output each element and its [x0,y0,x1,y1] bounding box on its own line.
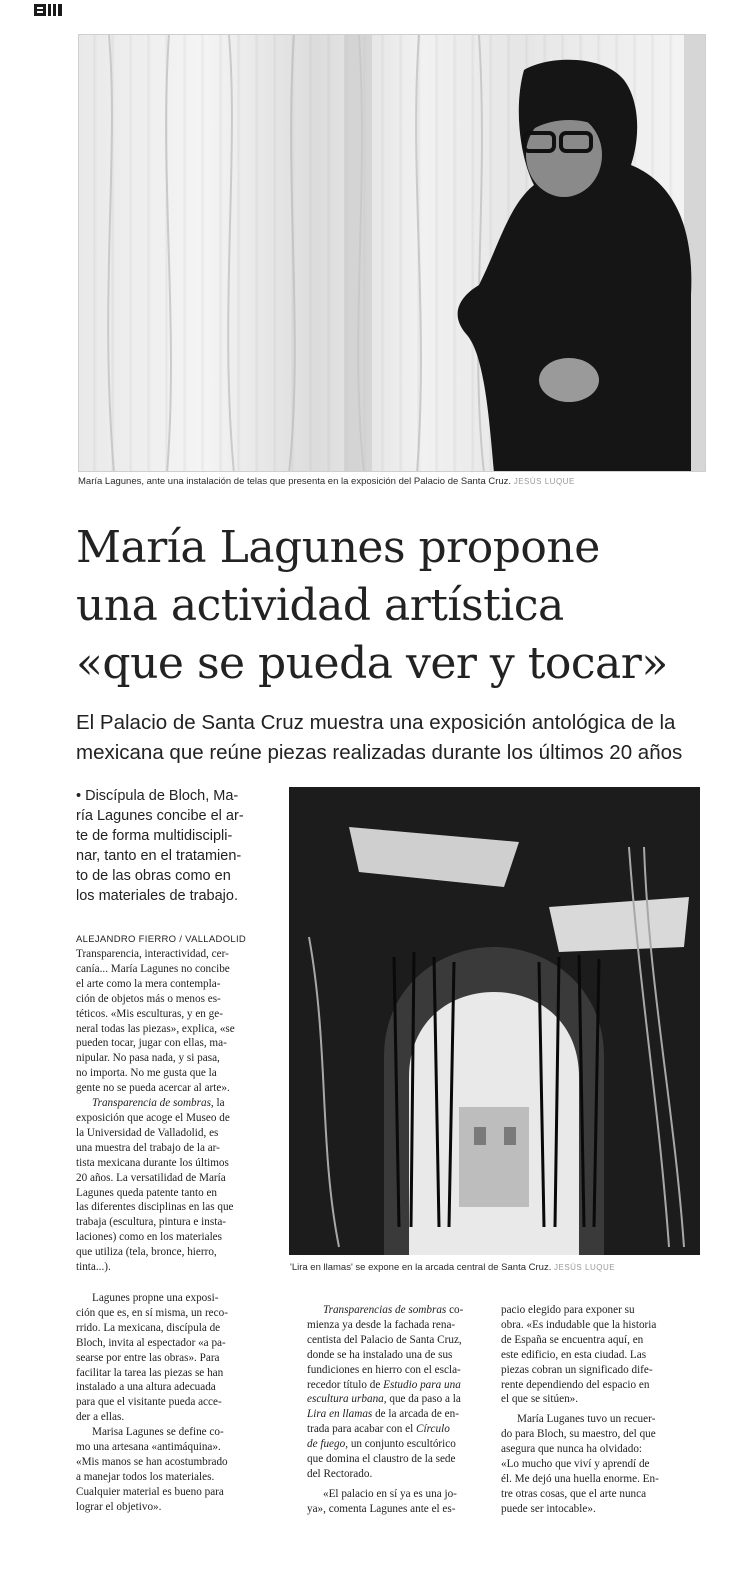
byline: ALEJANDRO FIERRO / VALLADOLID [76,934,247,945]
lede-summary: • Discípula de Bloch, Ma- ría Lagunes concibe el ar- te de forma multidiscipli- nar, tanto en el tratamien- to de las obras como en los materiales de trabajo. [76,788,244,904]
body-column-4: pacio elegido para exponer su obra. «Es indudable que la historia de España se encuentra aquí, en este edificio, en esta ciudad. Las piezas cobran un significado dife- rente dependiendo del espacio en el que se sitúen». María Luganes tuvo un recuer- do para Bloch, su maestro, del que asegura que nunca ha olvidado: «Lo mucho que viví y aprendí de él. Me dejó una huella enorme. En- tre otras cosas, que el arte nunca puede ser intocable». [501,1304,659,1515]
photo-credit: JESÚS LUQUE [513,477,575,486]
photo-credit-2: JESÚS LUQUE [553,1263,616,1272]
photo-caption-2: 'Lira en llamas' se expone en la arcada central de Santa Cruz. JESÚS LUQUE [290,1262,616,1273]
headline: María Lagunes propone una actividad artística «que se pueda ver y tocar» [76,522,668,689]
body-column-3: Transparencias de sombras co- mienza ya desde la fachada rena- centista del Palacio de Santa Cruz, donde se ha instalado una de sus fundiciones en hierro con el escla- recedor título de Estudio para una escultura urbana, que da paso a la Lira en llamas de la arcada de en- trada para acabar con el Círculo de fuego, un conjunto escultórico que domina el claustro de la sede del Rectorado. «El palacio en sí ya es una jo- ya», comenta Lagunes ante el es- [307,1304,464,1515]
subheadline: El Palacio de Santa Cruz muestra una exposición antológica de la mexicana que reúne piezas realizadas durante los últimos 20 años [76,711,683,764]
photo-caption: María Lagunes, ante una instalación de telas que presenta en la exposición del Palacio de Santa Cruz. JESÚS LUQUE [78,476,575,487]
body-column-1: Transparencia, interactividad, cer- canía... María Lagunes no concibe el arte como la mera contempla- ción de objetos más o menos es- téticos. «Mis esculturas, y en ge- neral todas las piezas», explica, «se pueden tocar, jugar con ellas, ma- nipular. No pasa nada, y si pasa, no importa. No me gusta que la gente no se pueda acercar al arte». Transparencia de sombras, la exposición que acoge el Museo de la Universidad de Valladolid, es una muestra del trabajo de la ar- tista mexicana durante los últimos 20 años. La versatilidad de María Lagunes queda patente tanto en las diferentes disciplinas en las que trabaja (escultura, pintura e insta- laciones) como en los materiales que utiliza (tela, bronce, hierro, tinta...). [76,948,235,1274]
portrait-photo [78,34,706,472]
sculpture-photo [289,787,700,1255]
section-marker-icon [34,4,64,16]
body-column-2: Lagunes propne una exposi- ción que es, en sí misma, un reco- rrido. La mexicana, discípula de Bloch, invita al espectador «a pa- searse por entre las obras». Para facilitar la tarea las piezas se han instalado a una altura adecuada para que el visitante pueda acce- der a ellas. Marisa Lagunes se define co- mo una artesana «antimáquina». «Mis manos se han acostumbrado a manejar todos los materiales. Cualquier material es bueno para lograr el objetivo». [76,1292,228,1513]
